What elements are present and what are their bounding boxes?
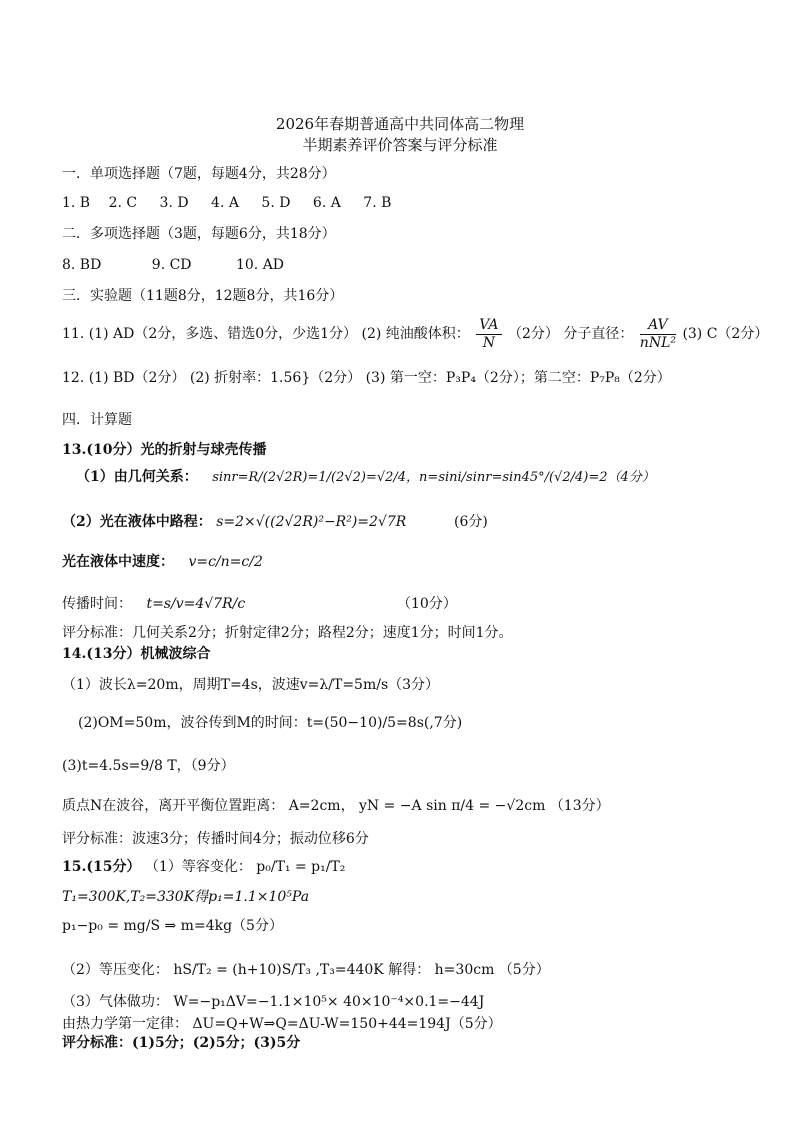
q13-part3-label: 光在液体中速度： — [62, 554, 174, 570]
fraction-denominator: nNL² — [639, 334, 676, 351]
q11-line — [62, 316, 768, 352]
q13-part1 — [76, 467, 655, 488]
q13-part2-label: （2）光在液体中路程： — [62, 514, 212, 530]
q13-part2-score: (6分) — [454, 514, 488, 530]
doc-subtitle: 半期素养评价答案与评分标准 — [302, 136, 498, 154]
q14-title: 14.(13分）机械波综合 — [62, 646, 211, 662]
q13-part2 — [62, 512, 406, 532]
q15-scoring: 评分标准：(1)5分；(2)5分；(3)5分 — [62, 1035, 301, 1051]
q15-part1: （1）等容变化： p₀/T₁ = p₁/T₂ — [144, 859, 346, 875]
q13-part4 — [62, 594, 245, 614]
q15-part2: （2）等压变化： hS/T₂ = (h+10)S/T₃ ,T₃=440K 解得： h=30cm （5分） — [62, 962, 550, 978]
answer-6: 6. A — [312, 195, 341, 211]
q15-part3-work: （3）气体做功： W=−p₁ΔV=−1.1×10⁵× 40×10⁻⁴×0.1=−44J — [62, 994, 485, 1010]
q13-part3-equation: v=c/n=c/2 — [188, 554, 263, 570]
fraction-numerator: AV — [640, 317, 676, 334]
sec2-heading: 二．多项选择题（3题，每题6分，共18分） — [62, 226, 336, 242]
answer-1: 1. B — [62, 195, 91, 211]
q13-title: 13.(10分）光的折射与球壳传播 — [62, 442, 267, 458]
q15-part3-first-law: 由热力学第一定律： ΔU=Q+W⇒Q=ΔU-W=150+44=194J（5分） — [62, 1016, 502, 1032]
sec1-answers — [62, 193, 391, 213]
q15-part1-result: T₁=300K,T₂=330K得p₁=1.1×10⁵Pa — [62, 889, 310, 905]
q13-scoring: 评分标准：几何关系2分；折射定律2分；路程2分；速度1分；时间1分。 — [62, 625, 513, 641]
answer-5: 5. D — [261, 195, 291, 211]
sec3-heading: 三．实验题（11题8分，12题8分，共16分） — [62, 288, 344, 304]
doc-title: 2026年春期普通高中共同体高二物理 — [275, 115, 525, 133]
q11-part-a: 11. (1) AD（2分，多选、错选0分，少选1分） (2) 纯油酸体积： — [62, 326, 470, 342]
answer-4: 4. A — [211, 195, 239, 211]
answer-2: 2. C — [108, 195, 138, 211]
q15-line1 — [62, 857, 345, 877]
q11-part-c: (3) C（2分） — [682, 326, 769, 342]
answer-8: 8. BD — [62, 257, 102, 273]
q15-title: 15.(15分） — [62, 859, 141, 875]
q14-part3: (3)t=4.5s=9/8 T，（9分） — [62, 758, 235, 774]
answer-7: 7. B — [363, 195, 392, 211]
q13-part4-label: 传播时间： — [62, 596, 132, 612]
answer-10: 10. AD — [235, 257, 285, 273]
fraction-denominator: N — [482, 334, 496, 351]
answer-3: 3. D — [159, 195, 189, 211]
q13-part2-equation: s=2×√((2√2R)²−R²)=2√7R — [216, 514, 407, 530]
q11-part-b: （2分） 分子直径： — [507, 326, 634, 342]
q13-part3 — [62, 552, 263, 572]
sec2-answers — [62, 255, 284, 275]
q13-part1-equation: sinr=R/(2√2R)=1/(2√2)=√2/4，n=sini/sinr=sin45°/(√2/4)=2（4分） — [212, 470, 655, 485]
sec1-heading: 一．单项选择题（7题，每题4分，共28分） — [62, 166, 336, 182]
q12-line: 12. (1) BD（2分） (2) 折射率：1.56}（2分） (3) 第一空：P₃P₄（2分）；第二空：P₇P₈（2分） — [62, 370, 671, 386]
q14-part2: (2)OM=50m，波谷传到M的时间：t=(50−10)/5=8s(,7分) — [78, 715, 463, 731]
q15-part1-mass: p₁−p₀ = mg/S ⇒ m=4kg（5分） — [62, 918, 283, 934]
molecule-diameter-fraction — [640, 317, 676, 350]
sec4-heading: 四．计算题 — [62, 412, 132, 428]
oil-volume-fraction — [476, 317, 501, 350]
q14-part1: （1）波长λ=20m，周期T=4s，波速v=λ/T=5m/s（3分） — [62, 677, 440, 693]
q13-part4-score: （10分） — [397, 596, 457, 612]
q14-part4: 质点N在波谷，离开平衡位置距离： A=2cm， yN = −A sin π/4 = −√2cm （13分） — [62, 798, 610, 814]
q14-scoring: 评分标准：波速3分；传播时间4分；振动位移6分 — [62, 831, 369, 847]
q13-part4-equation: t=s/v=4√7R/c — [146, 596, 246, 612]
answer-9: 9. CD — [151, 257, 192, 273]
fraction-numerator: VA — [476, 317, 501, 334]
q13-part1-label: （1）由几何关系： — [76, 469, 198, 485]
